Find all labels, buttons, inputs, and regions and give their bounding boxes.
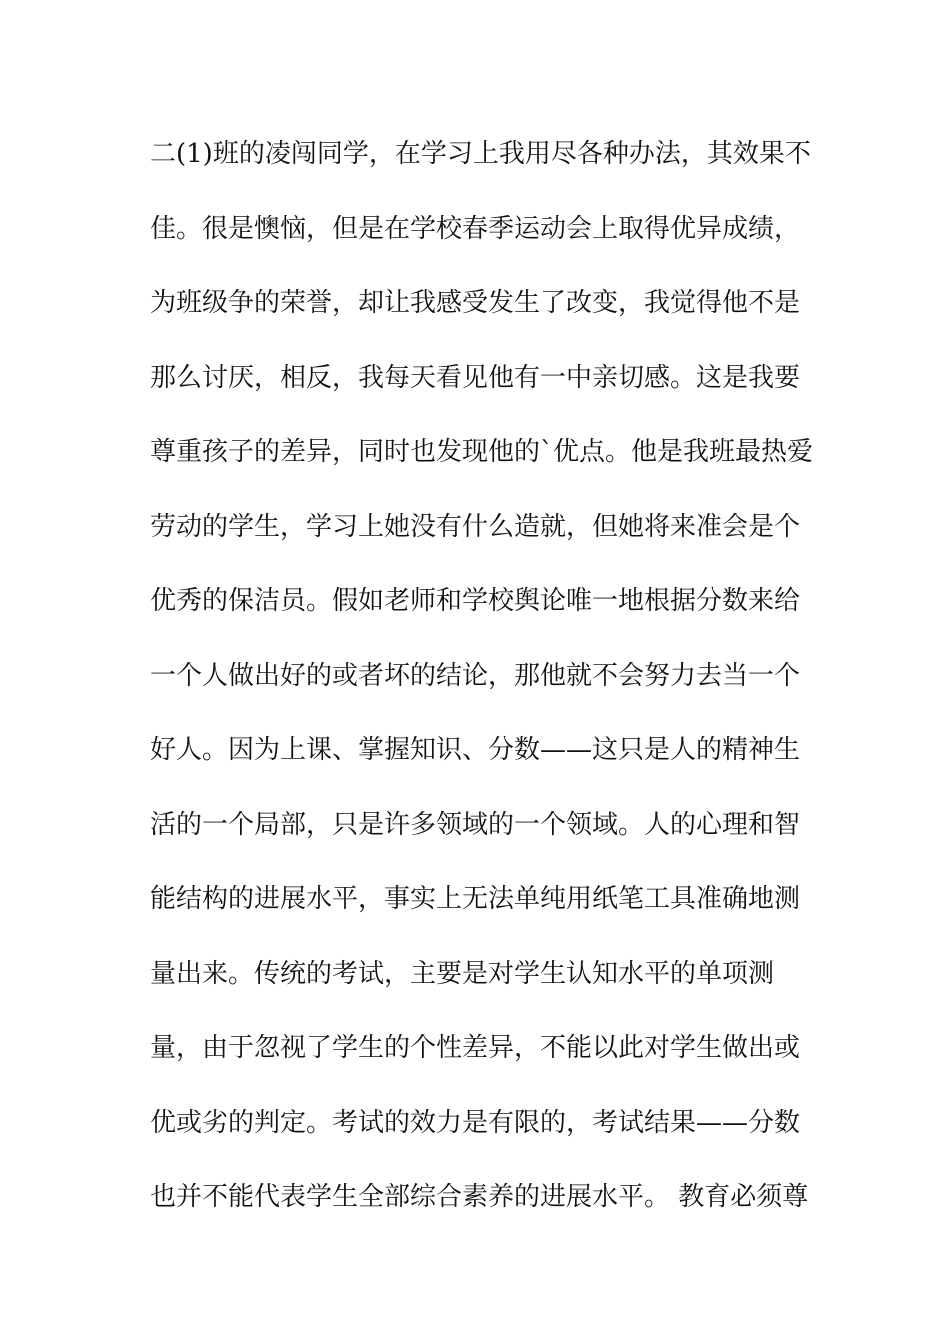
text-line-2: 佳。很是懊恼，但是在学校春季运动会上取得优异成绩， bbox=[150, 213, 801, 244]
body-text bbox=[150, 128, 814, 1246]
text-line-15: 也并不能代表学生全部综合素养的进展水平。 教育必须尊 bbox=[150, 1182, 809, 1212]
text-line-7: 优秀的保洁员。假如老师和学校舆论唯一地根据分数来给 bbox=[150, 586, 801, 616]
text-line-13: 量，由于忽视了学生的个性差异，不能以此对学生做出或 bbox=[150, 1033, 801, 1063]
text-line-10: 活的一个局部，只是许多领域的一个领域。人的心理和智 bbox=[150, 809, 801, 840]
text-line-4: 那么讨厌，相反，我每天看见他有一中亲切感。这是我要 bbox=[150, 362, 801, 393]
text-line-12: 量出来。传统的考试，主要是对学生认知水平的单项测 bbox=[150, 958, 775, 989]
text-line-5: 尊重孩子的差异，同时也发现他的`优点。他是我班最热爱 bbox=[150, 437, 814, 467]
text-line-14: 优或劣的判定。考试的效力是有限的，考试结果——分数 bbox=[150, 1107, 801, 1138]
text-line-1: 二(1)班的凌闯同学，在学习上我用尽各种办法，其效果不 bbox=[150, 139, 811, 169]
text-line-9: 好人。因为上课、掌握知识、分数——这只是人的精神生 bbox=[150, 735, 801, 765]
text-line-6: 劳动的学生，学习上她没有什么造就，但她将来准会是个 bbox=[150, 511, 801, 542]
text-line-8: 一个人做出好的或者坏的结论，那他就不会努力去当一个 bbox=[150, 660, 801, 691]
text-line-3: 为班级争的荣誉，却让我感受发生了改变，我觉得他不是 bbox=[150, 288, 801, 318]
text-line-11: 能结构的进展水平，事实上无法单纯用纸笔工具准确地测 bbox=[150, 884, 801, 914]
